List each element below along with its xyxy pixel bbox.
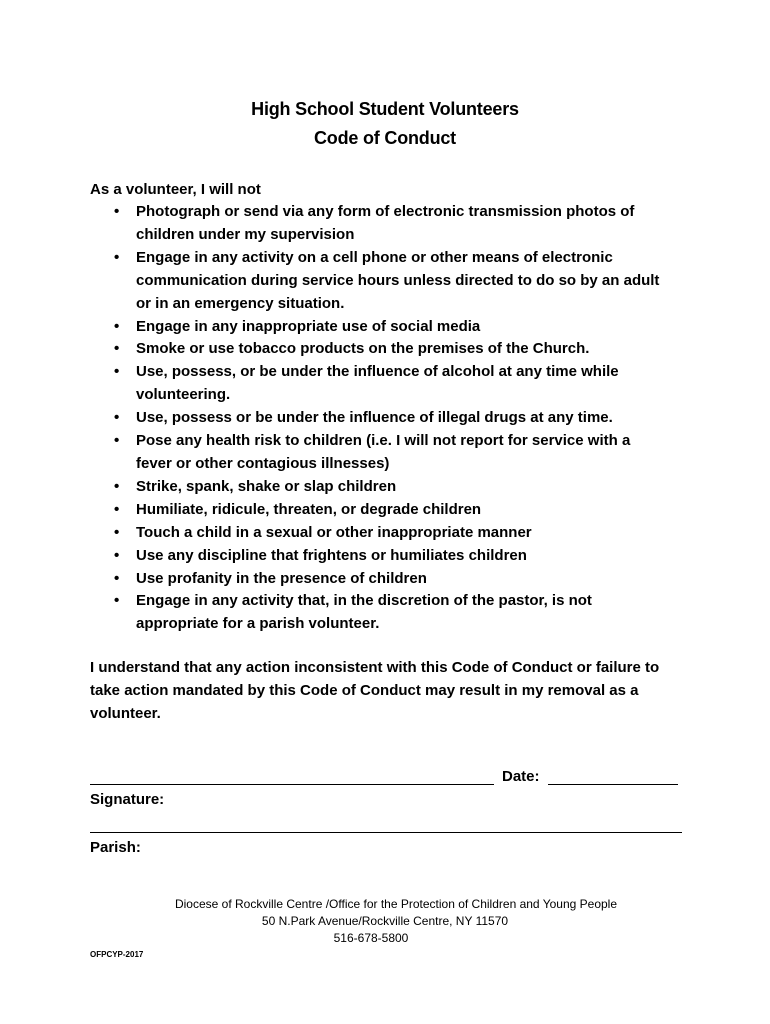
bullet-icon: • [114,203,120,220]
bullet-icon: • [114,317,120,335]
conduct-item-line: Use any discipline that frightens or humiliates children [136,546,527,564]
conduct-item-line: Pose any health risk to children (i.e. I will not report for service with a [136,432,631,450]
date-line[interactable] [548,764,678,785]
document-subtitle: Code of Conduct [314,128,456,148]
conduct-item [90,545,680,568]
conduct-item [90,568,680,591]
conduct-item [90,407,680,430]
footer-address: 50 N.Park Avenue/Rockville Centre, NY 11570 [261,914,509,928]
conduct-item-line: Use, possess, or be under the influence of alcohol at any time while [136,363,619,381]
date-label: Date: [502,768,540,785]
acknowledgement-statement [90,656,690,725]
conduct-item [90,247,680,316]
conduct-item-line: communication during service hours unless directed to do so by an adult [136,271,660,289]
bullet-icon: • [114,523,120,541]
statement-line: I understand that any action inconsistent with this Code of Conduct or failure to [90,659,660,676]
bullet-icon: • [114,409,120,427]
conduct-item-line: Touch a child in a sexual or other inappropriate manner [136,523,532,541]
parish-line[interactable] [90,832,682,833]
conduct-item [90,338,680,361]
bullet-icon: • [114,546,120,564]
bullet-icon: • [114,432,120,450]
bullet-icon: • [114,248,120,266]
conduct-item-line: Engage in any activity that, in the discretion of the pastor, is not [136,592,592,610]
conduct-item-line: Smoke or use tobacco products on the premises of the Church. [136,340,590,358]
conduct-item-line: Use, possess or be under the influence of illegal drugs at any time. [136,409,613,427]
footer-office: Diocese of Rockville Centre /Office for the Protection of Children and Young People [174,897,618,911]
bullet-icon: • [114,340,120,358]
conduct-item [90,361,680,407]
conduct-item-line: appropriate for a parish volunteer. [136,615,380,633]
parish-label: Parish: [90,839,141,856]
conduct-item-line: fever or other contagious illnesses) [136,454,390,472]
conduct-item-line: Strike, spank, shake or slap children [136,477,397,495]
signature-label: Signature: [90,791,165,808]
intro-text: As a volunteer, I will not [90,181,261,198]
conduct-list [90,201,680,636]
conduct-item [90,522,680,545]
conduct-item [90,316,680,339]
conduct-item-line: or in an emergency situation. [136,294,345,312]
conduct-item [90,201,680,247]
conduct-item [90,476,680,499]
bullet-icon: • [114,500,120,518]
statement-line: take action mandated by this Code of Conduct may result in my removal as a [90,682,639,699]
conduct-item [90,499,680,522]
conduct-item-line: Use profanity in the presence of children [136,569,427,587]
conduct-item [90,590,680,636]
conduct-item-line: Engage in any inappropriate use of social media [136,317,481,335]
bullet-icon: • [114,477,120,495]
statement-line: volunteer. [90,705,161,722]
document-title: High School Student Volunteers [251,99,519,119]
bullet-icon: • [114,363,120,381]
conduct-item [90,430,680,476]
bullet-icon: • [114,569,120,587]
conduct-item-line: volunteering. [136,386,231,404]
form-code: OFPCYP-2017 [90,950,144,959]
signature-line[interactable] [90,764,494,785]
conduct-item-line: Humiliate, ridicule, threaten, or degrade children [136,500,482,518]
conduct-item-line: children under my supervision [136,225,355,243]
bullet-icon: • [114,592,120,610]
footer-phone: 516-678-5800 [333,931,409,945]
conduct-item-line: Photograph or send via any form of electronic transmission photos of [136,203,635,220]
conduct-item-line: Engage in any activity on a cell phone or other means of electronic [136,248,613,266]
